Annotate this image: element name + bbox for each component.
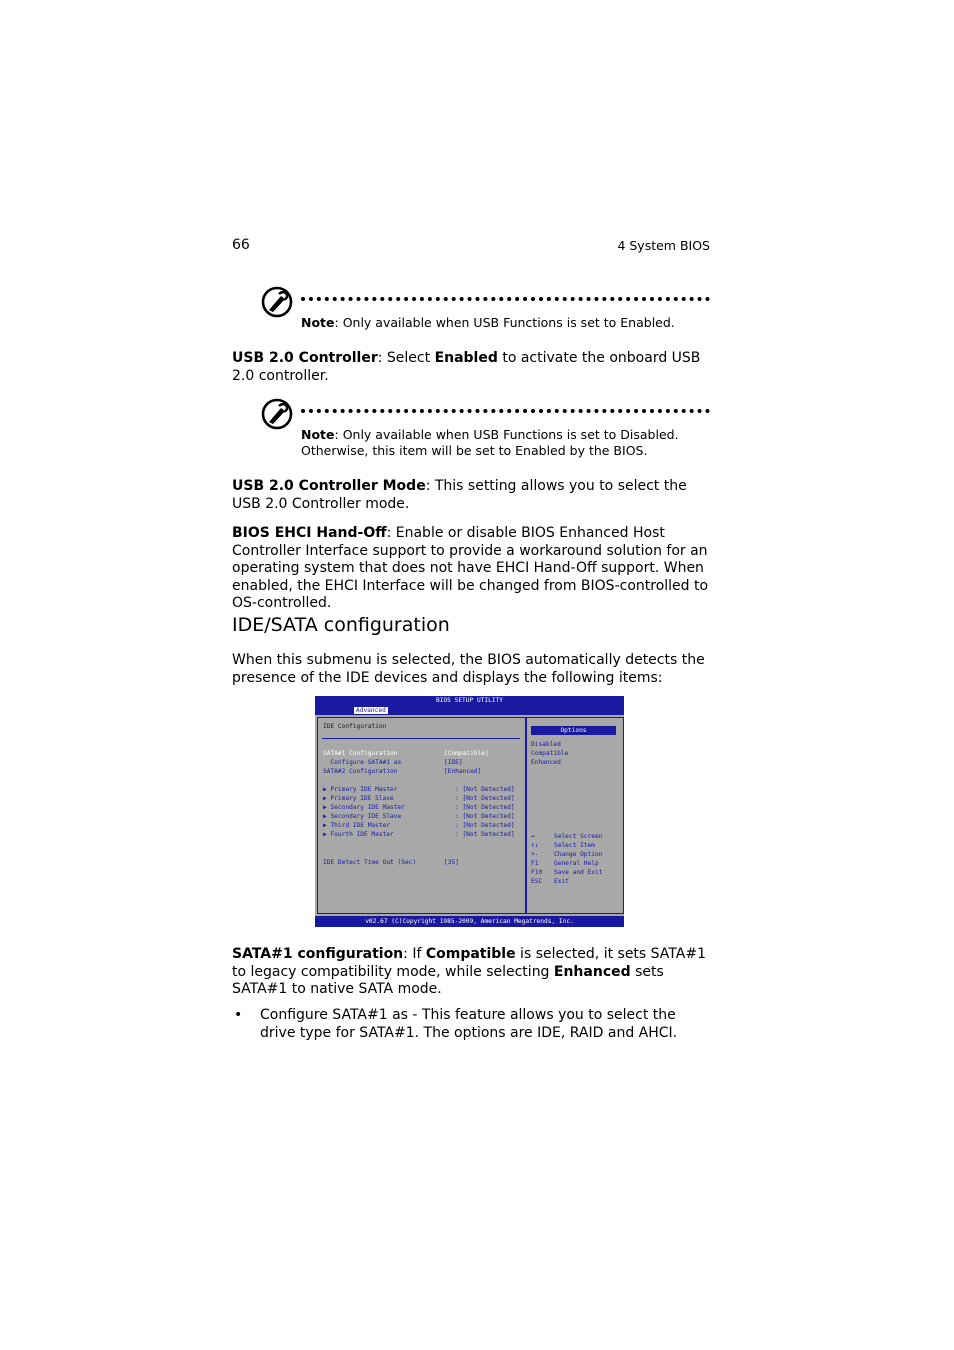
- bios-section-title: IDE Configuration: [323, 723, 387, 730]
- section-title: 4 System BIOS: [617, 238, 710, 253]
- usb-controller-paragraph: USB 2.0 Controller: Select Enabled to activate the onboard USB 2.0 controller.: [232, 350, 701, 384]
- bios-device-label[interactable]: ▶ Secondary IDE Slave: [323, 813, 402, 820]
- sata-paragraph: SATA#1 configuration: If Compatible is selected, it sets SATA#1 to legacy compatibility mode, while selecting Enhanced sets SATA#1 to native SATA mode.: [232, 946, 706, 998]
- bios-device-value: : [Not Detected]: [455, 804, 515, 811]
- bios-setting-label[interactable]: SATA#1 Configuration: [323, 750, 398, 757]
- note-1: Note: Only available when USB Functions is set to Enabled.: [301, 315, 675, 330]
- bios-setting-value[interactable]: [IDE]: [444, 759, 463, 766]
- bios-tab-bar: [315, 706, 624, 715]
- bios-key-desc: Exit: [554, 878, 569, 885]
- note-icon: [261, 286, 293, 318]
- bullet-item: Configure SATA#1 as - This feature allows you to select the drive type for SATA#1. The options are IDE, RAID and AHCI.: [260, 1007, 678, 1041]
- bios-key: ↑↓: [531, 842, 539, 849]
- bios-timeout-label[interactable]: IDE Detect Time Out (Sec): [323, 859, 417, 866]
- bios-main-panel: [317, 717, 526, 914]
- note-divider: [301, 409, 710, 413]
- bios-setting-value[interactable]: [Enhanced]: [444, 768, 482, 775]
- page-number: 66: [232, 237, 250, 253]
- bios-device-label[interactable]: ▶ Third IDE Master: [323, 822, 391, 829]
- ehci-paragraph: BIOS EHCI Hand-Off: Enable or disable BIOS Enhanced Host Controller Interface support to provide a workaround solution for an operating system that does not have EHCI Hand-Off support. When enabled, the EHCI Interface will be changed from BIOS-controlled to OS-controlled.: [232, 525, 709, 612]
- bios-device-label[interactable]: ▶ Primary IDE Master: [323, 786, 398, 793]
- note-divider: [301, 297, 710, 301]
- bios-options-panel: [526, 717, 624, 914]
- bios-title: BIOS SETUP UTILITY: [315, 696, 624, 706]
- intro-paragraph: When this submenu is selected, the BIOS automatically detects the presence of the IDE devices and displays the following items:: [232, 652, 705, 686]
- bios-setting-label[interactable]: Configure SATA#1 as: [323, 759, 402, 766]
- section-heading: IDE/SATA configuration: [232, 614, 450, 636]
- bios-option[interactable]: Compatible: [531, 750, 569, 757]
- bios-key-desc: Select Item: [554, 842, 595, 849]
- bios-key-desc: General Help: [554, 860, 599, 867]
- usb-mode-paragraph: USB 2.0 Controller Mode: This setting allows you to select the USB 2.0 Controller mode.: [232, 478, 687, 512]
- bios-screenshot: [315, 696, 624, 927]
- bios-device-value: : [Not Detected]: [455, 786, 515, 793]
- bios-device-label[interactable]: ▶ Primary IDE Slave: [323, 795, 394, 802]
- bios-key-desc: Select Screen: [554, 833, 603, 840]
- bios-key: F1: [531, 860, 539, 867]
- bios-key: F10: [531, 869, 543, 876]
- bios-key: +-: [531, 851, 539, 858]
- bios-timeout-value[interactable]: [35]: [444, 859, 459, 866]
- bios-footer: v02.67 (C)Copyright 1985-2009, American Megatrends, Inc.: [315, 916, 624, 927]
- bios-option[interactable]: Enhanced: [531, 759, 561, 766]
- bios-device-label[interactable]: ▶ Secondary IDE Master: [323, 804, 405, 811]
- bullet-marker: •: [234, 1007, 243, 1023]
- bios-device-value: : [Not Detected]: [455, 831, 515, 838]
- bios-setting-value[interactable]: [Compatible]: [444, 750, 489, 757]
- bios-setting-label[interactable]: SATA#2 Configuration: [323, 768, 398, 775]
- note-2: Note: Only available when USB Functions is set to Disabled. Otherwise, this item will be set to Enabled by the BIOS.: [301, 427, 679, 458]
- bios-key-desc: Change Option: [554, 851, 603, 858]
- bios-key: ↔: [531, 833, 535, 840]
- bios-tab-advanced[interactable]: Advanced: [356, 707, 386, 714]
- bios-device-value: : [Not Detected]: [455, 822, 515, 829]
- bios-option[interactable]: Disabled: [531, 741, 561, 748]
- bios-device-label[interactable]: ▶ Fourth IDE Master: [323, 831, 394, 838]
- note-icon: [261, 398, 293, 430]
- bios-key: ESC: [531, 878, 543, 885]
- bios-key-desc: Save and Exit: [554, 869, 603, 876]
- bios-options-header: Options: [531, 726, 616, 735]
- bios-device-value: : [Not Detected]: [455, 795, 515, 802]
- bios-separator: [322, 738, 520, 739]
- bios-device-value: : [Not Detected]: [455, 813, 515, 820]
